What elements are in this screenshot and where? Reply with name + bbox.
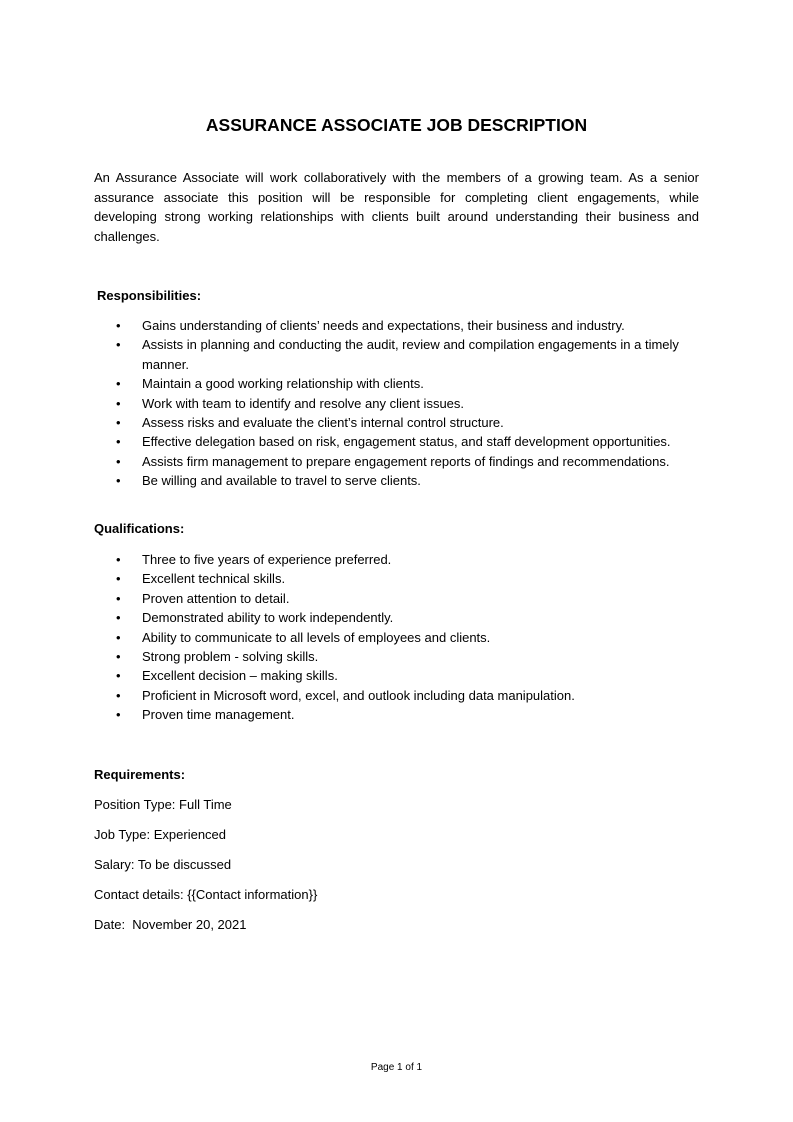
document-title: ASSURANCE ASSOCIATE JOB DESCRIPTION <box>205 115 588 135</box>
bullet-icon: • <box>116 473 121 489</box>
bullet-icon: • <box>116 571 121 587</box>
list-item-text: Assess risks and evaluate the client’s internal control structure. <box>142 415 504 431</box>
list-item-text: Effective delegation based on risk, engagement status, and staff development opportunities. <box>142 434 671 450</box>
list-item-text: Be willing and available to travel to serve clients. <box>142 473 421 489</box>
list-item-text: Assists firm management to prepare engagement reports of findings and recommendations. <box>142 453 670 469</box>
list-item-text: Strong problem - solving skills. <box>142 649 319 665</box>
responsibilities-heading: Responsibilities: <box>97 288 202 303</box>
list-item <box>94 316 699 335</box>
list-item <box>94 647 699 666</box>
list-item <box>94 628 699 647</box>
list-item-text: Maintain a good working relationship with clients. <box>142 376 424 392</box>
list-item <box>94 589 699 608</box>
list-item-text: Demonstrated ability to work independently. <box>142 610 394 626</box>
contact-details-text: Contact details: {{Contact information}} <box>94 887 318 902</box>
page-number: Page 1 of 1 <box>370 1062 423 1073</box>
bullet-icon: • <box>116 453 121 469</box>
list-item-text: Assists in planning and conducting the audit, review and compilation engagements in a timely manner. <box>142 337 679 372</box>
salary-text: Salary: To be discussed <box>94 857 232 872</box>
list-item <box>94 471 699 490</box>
list-item <box>94 394 699 413</box>
list-item <box>94 413 699 432</box>
bullet-icon: • <box>116 337 121 353</box>
list-item <box>94 550 699 569</box>
job-type-text: Job Type: Experienced <box>94 827 227 842</box>
list-item-text: Work with team to identify and resolve any client issues. <box>142 395 465 411</box>
list-item <box>94 705 699 724</box>
list-item <box>94 452 699 471</box>
qualifications-list <box>94 550 699 725</box>
list-item-text: Proven attention to detail. <box>142 590 290 606</box>
list-item <box>94 608 699 627</box>
bullet-icon: • <box>116 318 121 333</box>
bullet-icon: • <box>116 376 121 392</box>
list-item-text: Proficient in Microsoft word, excel, and outlook including data manipulation. <box>142 687 575 703</box>
list-item <box>94 432 699 451</box>
responsibilities-list <box>94 316 699 491</box>
bullet-icon: • <box>116 415 121 431</box>
list-item-text: Proven time management. <box>142 707 295 723</box>
intro-paragraph: An Assurance Associate will work collaboratively with the members of a growing team. As a senior assurance associate this position will be responsible for completing client engagements, while developing strong working relationships with clients built around understanding their business and challenges. <box>94 170 699 244</box>
bullet-icon: • <box>116 552 121 567</box>
bullet-icon: • <box>116 434 121 450</box>
position-type-text: Position Type: Full Time <box>94 797 232 812</box>
bullet-icon: • <box>116 668 121 684</box>
qualifications-heading: Qualifications: <box>94 521 185 536</box>
list-item-text: Three to five years of experience preferred. <box>142 552 392 567</box>
list-item <box>94 686 699 705</box>
bullet-icon: • <box>116 610 121 626</box>
list-item <box>94 335 699 374</box>
bullet-icon: • <box>116 649 121 665</box>
date-text: Date: November 20, 2021 <box>94 917 247 932</box>
list-item <box>94 569 699 588</box>
list-item-text: Ability to communicate to all levels of employees and clients. <box>142 629 491 645</box>
bullet-icon: • <box>116 687 121 703</box>
bullet-icon: • <box>116 629 121 645</box>
requirements-heading: Requirements: <box>94 767 186 782</box>
list-item-text: Gains understanding of clients’ needs and expectations, their business and industry. <box>142 318 625 333</box>
list-item-text: Excellent technical skills. <box>142 571 286 587</box>
list-item-text: Excellent decision – making skills. <box>142 668 338 684</box>
bullet-icon: • <box>116 707 121 723</box>
list-item <box>94 374 699 393</box>
bullet-icon: • <box>116 590 121 606</box>
bullet-icon: • <box>116 395 121 411</box>
list-item <box>94 666 699 685</box>
